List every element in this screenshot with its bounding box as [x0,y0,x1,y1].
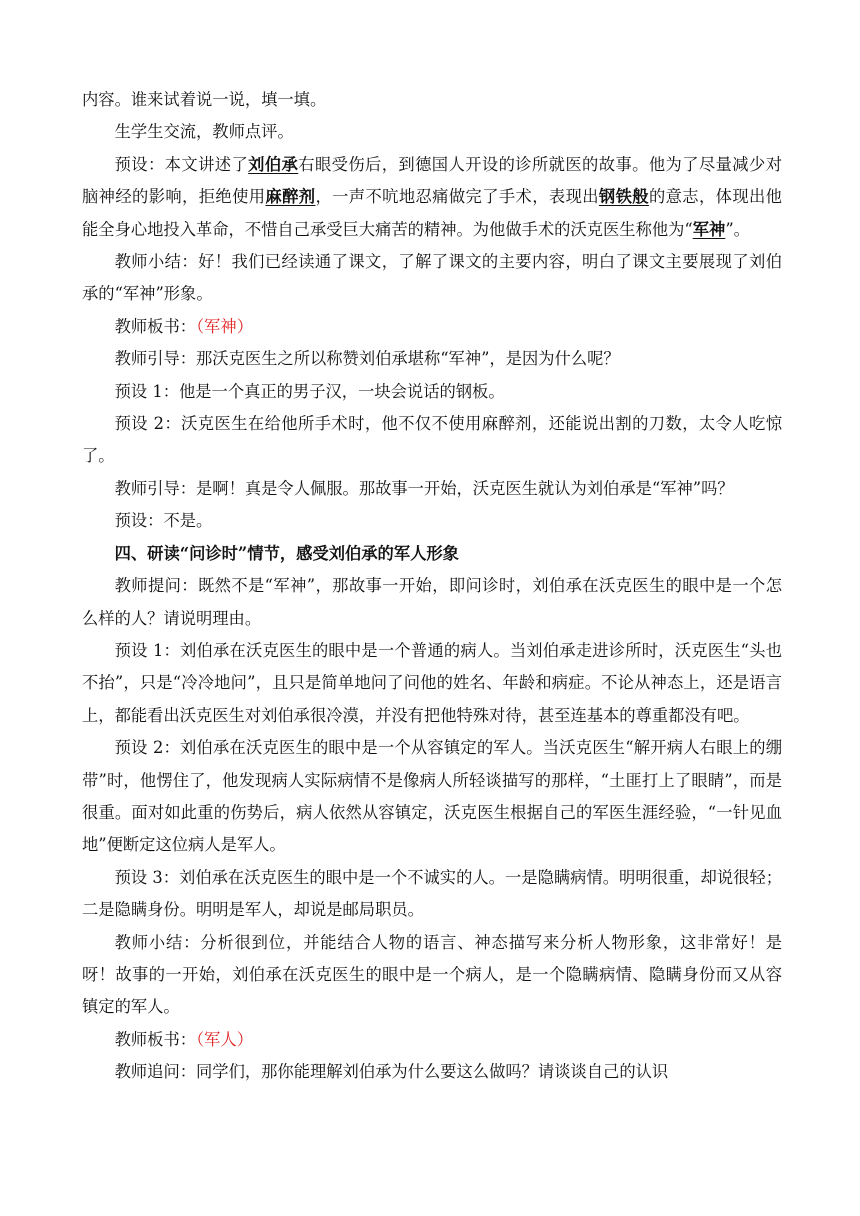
paragraph: 教师小结：好！我们已经读通了课文，了解了课文的主要内容，明白了课文主要展现了刘伯承的“军神”形象。 [82,252,782,304]
paragraph: 教师追问：同学们，那你能理解刘伯承为什么要这么做吗？请谈谈自己的认识 [114,1062,669,1082]
paragraph-preset-summary: 预设：本文讲述了刘伯承右眼受伤后，到德国人开设的诊所就医的故事。他为了尽量减少对脑神经的影响，拒绝使用麻醉剂，一声不吭地忍痛做完了手术，表现出钢铁般的意志，体现出他能全身心地投入革命，不惜自己承受巨大痛苦的精神。为他做手术的沃克医生称他为“军神”。 [82,154,782,239]
paragraph: 预设 3：刘伯承在沃克医生的眼中是一个不诚实的人。一是隐瞒病情。明明很重，却说很轻；二是隐瞒身份。明明是军人，却说是邮局职员。 [82,867,782,920]
paragraph: 内容。谁来试着说一说，填一填。 [82,90,327,109]
keyword-liu-bocheng: 刘伯承 [248,154,299,174]
paragraph: 生学生交流，教师点评。 [114,122,294,142]
paragraph: 预设 1：刘伯承在沃克医生的眼中是一个普通的病人。当刘伯承走进诊所时，沃克医生“头也不抬”，只是“冷冷地问”，且只是简单地问了问他的姓名、年龄和病症。不论从神态上，还是语言上，都能看出沃克医生对刘伯承很冷漠，并没有把他特殊对待，甚至连基本的尊重都没有吧。 [82,640,782,725]
board-writing: 教师板书：（军人） [114,1029,253,1049]
section-heading: 四、研读“问诊时”情节，感受刘伯承的军人形象 [114,543,459,563]
paragraph: 预设 1：他是一个真正的男子汉，一块会说话的钢板。 [114,381,505,401]
paragraph: 预设：不是。 [114,511,213,531]
board-value: （军神） [196,316,253,336]
paragraph: 教师提问：既然不是“军神”，那故事一开始，即问诊时，刘伯承在沃克医生的眼中是一个怎么样的人？请说明理由。 [82,576,782,628]
paragraph: 教师引导：那沃克医生之所以称赞刘伯承堪称“军神”，是因为什么呢？ [114,349,620,369]
keyword-anesthetic: 麻醉剂 [265,187,316,207]
board-writing: 教师板书：（军神） [114,316,253,336]
paragraph: 预设 2：沃克医生在给他所手术时，他不仅不使用麻醉剂，还能说出割的刀数，太令人吃惊了。 [82,414,782,466]
paragraph: 教师小结：分析很到位，并能结合人物的语言、神态描写来分析人物形象，这非常好！是呀！故事的一开始，刘伯承在沃克医生的眼中是一个病人，是一个隐瞒病情、隐瞒身份而又从容镇定的军人。 [82,932,782,1017]
keyword-junshen: 军神 [692,219,726,239]
paragraph: 教师引导：是啊！真是令人佩服。那故事一开始，沃克医生就认为刘伯承是“军神”吗？ [114,478,734,498]
paragraph: 预设 2：刘伯承在沃克医生的眼中是一个从容镇定的军人。当沃克医生“解开病人右眼上的绷带”时，他愣住了，他发现病人实际病情不是像病人所轻谈描写的那样，“土匪打上了眼睛”，而是很重。面对如此重的伤势后，病人依然从容镇定，沃克医生根据自己的军医生涯经验，“一针见血地”便断定这位病人是军人。 [82,738,782,855]
board-value: （军人） [196,1029,253,1049]
document-page [82,84,782,1089]
keyword-iron-will: 钢铁般 [598,187,649,207]
